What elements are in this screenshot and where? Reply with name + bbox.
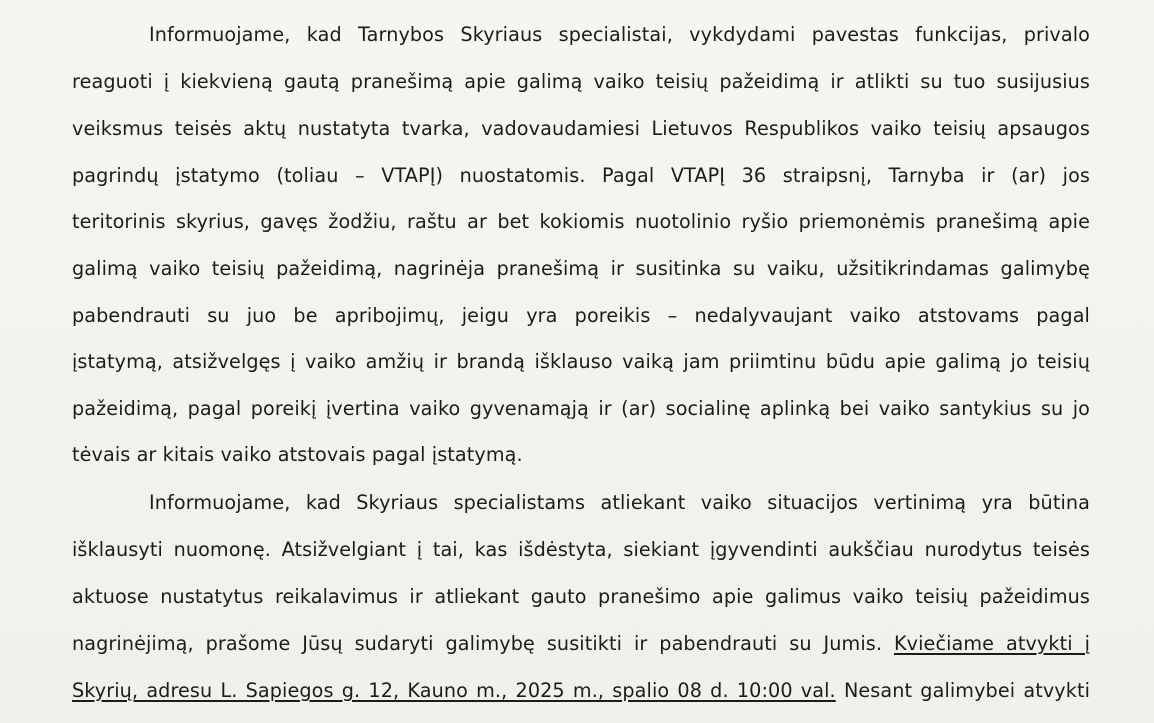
paragraph-1-line-2: reaguoti į kiekvieną gautą pranešimą apie galimą vaiko teisių pažeidimą ir atlikti su tuo susijusius <box>72 70 1090 93</box>
paragraph-1-line-1: Informuojame, kad Tarnybos Skyriaus specialistai, vykdydami pavestas funkcijas, privalo <box>149 23 1090 46</box>
paragraph-1-line-8: įstatymą, atsižvelgęs į vaiko amžių ir brandą išklauso vaiką jam priimtinu būdu apie galimą jo teisių <box>72 350 1090 373</box>
paragraph-2-line-5 <box>72 679 1090 703</box>
paragraph-1-line-10: tėvais ar kitais vaiko atstovais pagal įstatymą. <box>72 443 523 466</box>
paragraph-2-line-2: išklausyti nuomonę. Atsižvelgiant į tai, kas išdėstyta, siekiant įgyvendinti aukščiau nurodytus teisės <box>72 538 1090 561</box>
paragraph-2-line-3: aktuose nustatytus reikalavimus ir atliekant gauto pranešimo apie galimus vaiko teisių pažeidimus <box>72 585 1090 608</box>
paragraph-1-line-6: galimą vaiko teisių pažeidimą, nagrinėja pranešimą ir susitinka su vaiku, užsitikrindamas galimybę <box>72 257 1090 280</box>
paragraph-1-line-9: pažeidimą, pagal poreikį įvertina vaiko gyvenamąją ir (ar) socialinę aplinką bei vaiko santykius su jo <box>72 397 1090 420</box>
invitation-underlined-text: Kviečiame atvykti į <box>893 632 1090 655</box>
paragraph-1-line-4: pagrindų įstatymo (toliau – VTAPĮ) nuostatomis. Pagal VTAPĮ 36 straipsnį, Tarnyba ir (ar) jos <box>72 164 1090 187</box>
paragraph-1-line-3: veiksmus teisės aktų nustatyta tvarka, vadovaudamiesi Lietuvos Respublikos vaiko teisių apsaugos <box>72 117 1090 140</box>
paragraph-2-line-4 <box>72 632 1090 656</box>
meeting-request-text: nagrinėjimą, prašome Jūsų sudaryti galimybę susitikti ir pabendrauti su Jumis. <box>72 632 883 655</box>
line-5-trailing-text: Nesant galimybei atvykti <box>843 679 1091 702</box>
meeting-address-date-underlined: Skyrių, adresu L. Sapiegos g. 12, Kauno m., 2025 m., spalio 08 d. 10:00 val. <box>72 679 836 702</box>
paragraph-2-line-1: Informuojame, kad Skyriaus specialistams atliekant vaiko situacijos vertinimą yra būtina <box>149 491 1090 514</box>
paragraph-1-line-5: teritorinis skyrius, gavęs žodžiu, raštu ar bet kokiomis nuotolinio ryšio priemonėmis pranešimą apie <box>72 210 1090 233</box>
paragraph-1-line-7: pabendrauti su juo be apribojimų, jeigu yra poreikis – nedalyvaujant vaiko atstovams pagal <box>72 304 1090 327</box>
